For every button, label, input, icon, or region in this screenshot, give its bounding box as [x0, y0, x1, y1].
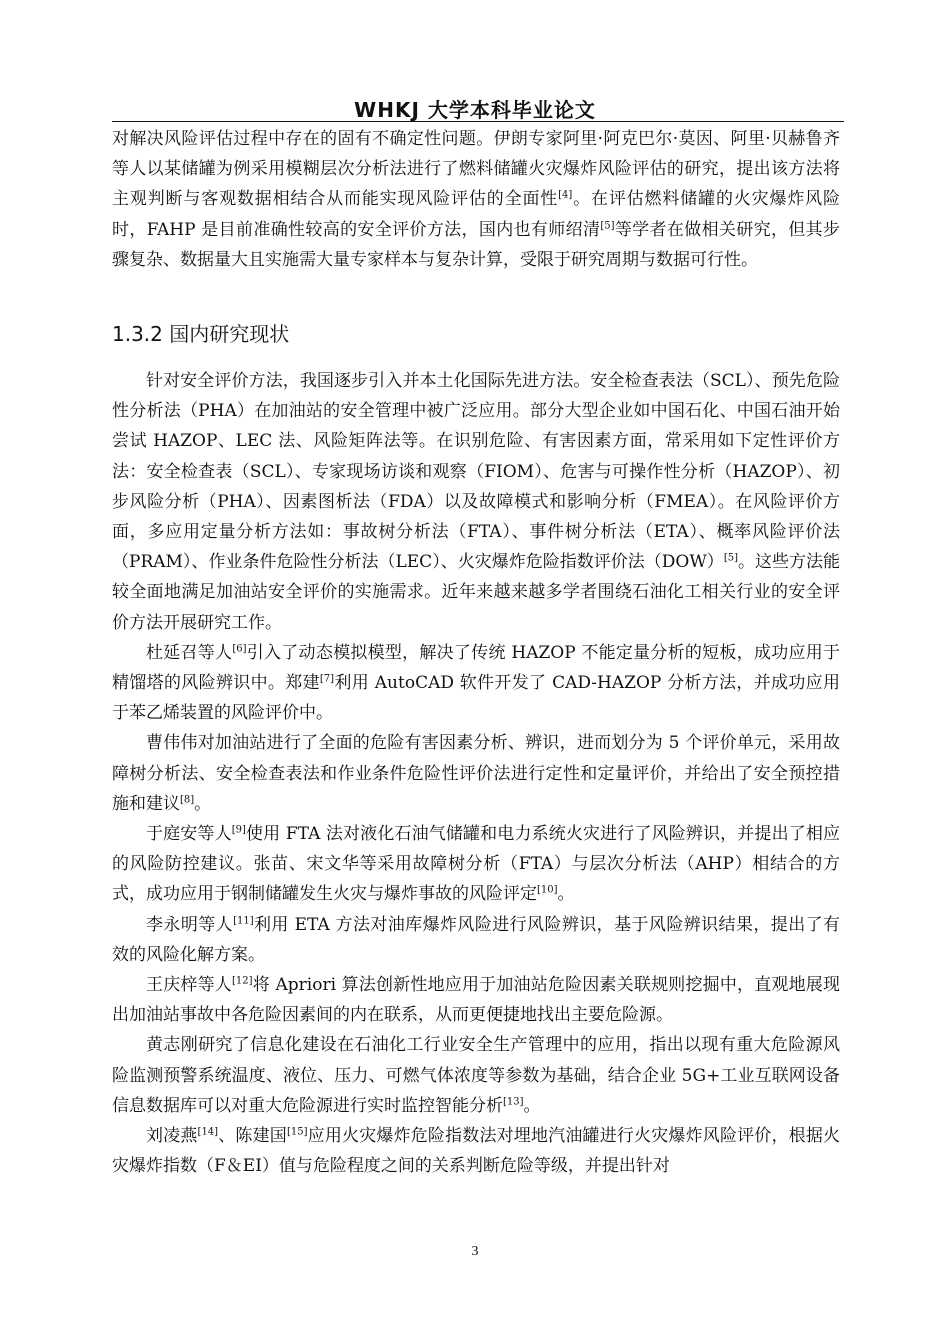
citation-marker: [5]	[723, 552, 738, 564]
paragraph-text: 针对安全评价方法，我国逐步引入并本土化国际先进方法。安全检查表法（SCL）、预先危险性分析法（PHA）在加油站的安全管理中被广泛应用。部分大型企业如中国石化、中国石油开始尝试 HAZOP、LEC 法、风险矩阵法等。在识别危险、有害因素方面，常采用如下定性评价方法：安全检查表（SCL）、专家现场访谈和观察（FIOM）、危害与可操作性分析（HAZOP）、初步风险分析（PHA）、因素图析法（FDA）以及故障模式和影响分析（FMEA）。在风险评价方面，多应用定量分析方法如：事故树分析法（FTA）、事件树分析法（ETA）、概率风险评价法（PRAM）、作业条件危险性分析法（LEC）、火灾爆炸危险指数评价法（DOW）	[112, 371, 840, 573]
header-divider	[112, 121, 844, 122]
citation-marker: [14]	[197, 1126, 219, 1138]
citation-marker: [6]	[232, 643, 247, 655]
running-header-title: WHKJ 大学本科毕业论文	[354, 98, 596, 122]
section-heading: 1.3.2 国内研究现状	[112, 322, 290, 346]
paragraph-text: 刘凌燕	[146, 1126, 198, 1147]
paragraph-text: 李永明等人	[146, 914, 234, 935]
paragraph-text: 于庭安等人	[146, 824, 232, 845]
citation-marker: [15]	[286, 1126, 308, 1138]
body-paragraph	[112, 1030, 840, 1121]
body-paragraph	[112, 366, 840, 638]
citation-marker: [4]	[558, 189, 573, 201]
paragraph-text: 。	[523, 1095, 541, 1116]
citation-marker: [8]	[180, 794, 195, 806]
paragraph-text: 杜延召等人	[146, 642, 233, 663]
paragraph-text: 使用 FTA 法对液化石油气储罐和电力系统火灾进行了风险辨识，并提出了相应的风险防控建议。张苗、宋文华等采用故障树分析（FTA）与层次分析法（AHP）相结合的方式，成功应用于钢制储罐发生火灾与爆炸事故的风险评定	[112, 824, 841, 905]
citation-marker: [10]	[537, 884, 558, 896]
paragraph-text: 王庆梓等人	[146, 975, 232, 996]
paragraph-text: 黄志刚研究了信息化建设在石油化工行业安全生产管理中的应用，指出以现有重大危险源风险监测预警系统温度、液位、压力、可燃气体浓度等参数为基础，结合企业 5G+工业互联网设备信息数据库可以对重大危险源进行实时监控智能分析	[112, 1035, 840, 1116]
paragraph-text: 。	[194, 793, 212, 814]
citation-marker: [11]	[233, 915, 254, 926]
paragraph-text: 。	[557, 884, 575, 905]
paragraph-text: 等学者在做相关研究，但其步骤复杂、数据量大且实施需大量专家样本与复杂计算，受限于研究周期与数据可行性。	[112, 219, 841, 270]
citation-marker: [7]	[319, 673, 335, 685]
paragraph-text: 应用火灾爆炸危险指数法对埋地汽油罐进行火灾爆炸风险评价，根据火灾爆炸指数（F＆EI）值与危险程度之间的关系判断危险等级，并提出针对	[112, 1126, 841, 1177]
body-paragraph	[112, 1121, 840, 1181]
page-number: 3	[471, 1244, 479, 1259]
section-text-block	[112, 366, 840, 1181]
citation-marker: [9]	[231, 824, 246, 836]
paragraph-text: 曹伟伟对加油站进行了全面的危险有害因素分析、辨识，进而划分为 5 个评价单元，采用故障树分析法、安全检查表法和作业条件危险性评价法进行定性和定量评价，并给出了安全预控措施和建议	[112, 733, 840, 814]
paragraph-text: 对解决风险评估过程中存在的固有不确定性问题。伊朗专家阿里·阿克巴尔·莫因、阿里·贝赫鲁齐等人以某储罐为例采用模糊层次分析法进行了燃料储罐火灾爆炸风险评估的研究，提出该方法将主观判断与客观数据相结合从而能实现风险评估的全面性	[112, 129, 840, 210]
paragraph-text: 利用 ETA 方法对油库爆炸风险进行风险辨识，基于风险辨识结果，提出了有效的风险化解方案。	[112, 914, 841, 965]
paragraph-text: 。这些方法能较全面地满足加油站安全评价的实施需求。近年来越来越多学者围绕石油化工相关行业的安全评价方法开展研究工作。	[112, 552, 841, 633]
body-paragraph	[112, 638, 840, 729]
paragraph-text: 将 Apriori 算法创新性地应用于加油站危险因素关联规则挖掘中，直观地展现出加油站事故中各危险因素间的内在联系，从而更便捷地找出主要危险源。	[112, 975, 841, 1026]
body-paragraph	[112, 728, 840, 819]
paragraph-text: 。在评估燃料储罐的火灾爆炸风险时，FAHP 是目前准确性较高的安全评价方法，国内也有师绍清	[112, 189, 841, 240]
body-paragraph	[112, 910, 840, 970]
body-paragraph	[112, 819, 840, 910]
intro-text-block	[112, 124, 840, 275]
citation-marker: [13]	[503, 1096, 524, 1108]
body-paragraph	[112, 124, 840, 275]
paragraph-text: 引入了动态模拟模型，解决了传统 HAZOP 不能定量分析的短板，成功应用于精馏塔的风险辨识中。郑建	[112, 642, 841, 694]
citation-marker: [5]	[600, 219, 615, 231]
citation-marker: [12]	[231, 975, 253, 987]
body-paragraph	[112, 970, 840, 1030]
paragraph-text: 、陈建国	[218, 1126, 287, 1147]
paragraph-text: 利用 AutoCAD 软件开发了 CAD-HAZOP 分析方法，并成功应用于苯乙烯装置的风险评价中。	[112, 673, 840, 724]
